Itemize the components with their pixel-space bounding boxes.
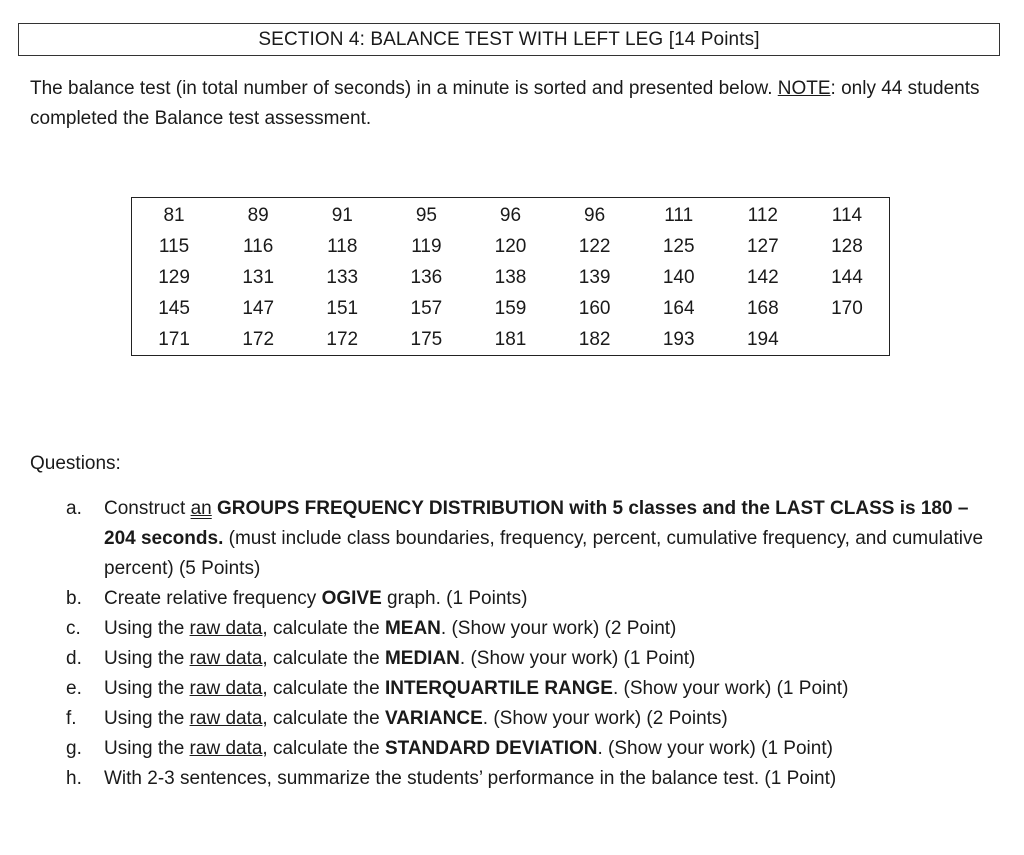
table-cell: 171 [158, 328, 190, 350]
table-cell: 116 [243, 235, 274, 257]
table-cell: 157 [410, 297, 443, 319]
question-emphasis: VARIANCE [384, 708, 483, 729]
question-text: an [190, 498, 212, 519]
table-cell: 164 [662, 297, 695, 319]
question-letter: a. [66, 498, 82, 519]
question-text: Using the [104, 738, 190, 759]
question-text: . (Show your work) (1 Point) [597, 738, 833, 759]
table-cell: 151 [326, 297, 359, 319]
table-cell: 95 [415, 204, 437, 226]
question-letter: f. [66, 708, 77, 729]
table-row [132, 231, 889, 262]
question-a [30, 494, 1000, 584]
table-cell: 114 [831, 204, 863, 226]
question-emphasis: MEDIAN [384, 648, 460, 669]
table-cell [805, 324, 889, 355]
table-cell: 119 [411, 235, 442, 257]
table-cell: 111 [664, 204, 694, 226]
raw-data-term: raw data [189, 738, 263, 759]
table-cell: 181 [494, 328, 527, 350]
raw-data-term: raw data [189, 708, 263, 729]
question-text: Using the [104, 678, 190, 699]
raw-data-term: raw data [189, 618, 263, 639]
question-text: Using the [104, 708, 190, 729]
questions-list [30, 494, 1000, 794]
question-text: . (Show your work) (1 Point) [612, 678, 849, 699]
table-cell: 159 [494, 297, 527, 319]
table-row [132, 293, 889, 324]
table-cell: 120 [494, 235, 527, 257]
table-cell: 172 [242, 328, 275, 350]
table-cell: 122 [578, 235, 611, 257]
question-h [30, 764, 1000, 794]
table-cell: 160 [578, 297, 611, 319]
table-row [132, 200, 889, 231]
question-letter: h. [66, 768, 82, 789]
question-text: , calculate the [262, 738, 385, 759]
question-text: Create relative frequency [104, 588, 322, 609]
table-cell: 147 [242, 297, 275, 319]
raw-data-term: raw data [189, 648, 263, 669]
table-cell: 125 [662, 235, 695, 257]
table-cell: 138 [494, 266, 527, 288]
table-cell: 140 [662, 266, 695, 288]
table-cell: 194 [746, 328, 779, 350]
table-cell: 89 [247, 204, 269, 226]
questions-heading: Questions: [30, 453, 121, 474]
table-cell: 168 [746, 297, 779, 319]
question-letter: d. [66, 648, 82, 669]
table-cell: 112 [747, 204, 778, 226]
table-cell: 175 [410, 328, 443, 350]
table-cell: 91 [331, 204, 353, 226]
question-emphasis: OGIVE [321, 588, 382, 609]
question-letter: b. [66, 588, 82, 609]
question-letter: c. [66, 618, 81, 639]
table-cell: 136 [410, 266, 443, 288]
note-label: NOTE [777, 78, 831, 99]
question-text: With 2-3 sentences, summarize the students’ performance in the balance test. (1 Point) [104, 768, 837, 789]
question-text: graph. (1 Points) [381, 588, 528, 609]
question-text: , calculate the [262, 678, 385, 699]
table-cell: 81 [163, 204, 185, 226]
question-letter: g. [66, 738, 82, 759]
question-emphasis: STANDARD DEVIATION [384, 738, 598, 759]
table-cell: 128 [831, 235, 863, 257]
table-cell: 182 [578, 328, 611, 350]
question-text: . (Show your work) (1 Point) [459, 648, 696, 669]
table-cell: 129 [158, 266, 190, 288]
intro-text-start: The balance test (in total number of seconds) in a minute is sorted and presented below. [30, 78, 778, 99]
table-cell: 170 [831, 297, 863, 319]
question-f [30, 704, 1000, 734]
table-row [132, 262, 889, 293]
table-cell: 115 [158, 235, 190, 257]
table-cell: 145 [158, 297, 190, 319]
table-cell: 96 [584, 204, 606, 226]
question-text: Using the [104, 648, 190, 669]
intro-paragraph [30, 74, 1000, 134]
table-cell: 127 [746, 235, 779, 257]
question-emphasis: MEAN [384, 618, 441, 639]
question-text: Using the [104, 618, 190, 639]
table-cell: 133 [326, 266, 359, 288]
intro-text-end: : only 44 students completed the Balance test assessment. [30, 78, 980, 129]
question-e [30, 674, 1000, 704]
table-cell: 144 [831, 266, 863, 288]
table-cell: 142 [746, 266, 779, 288]
section-title: SECTION 4: BALANCE TEST WITH LEFT LEG [14 Points] [258, 28, 760, 50]
data-grid [132, 200, 889, 355]
question-text: . (Show your work) (2 Point) [440, 618, 677, 639]
question-b [30, 584, 1000, 614]
raw-data-term: raw data [189, 678, 263, 699]
question-letter: e. [66, 678, 82, 699]
balance-data-table [131, 197, 890, 356]
table-cell: 118 [327, 235, 358, 257]
table-cell: 193 [662, 328, 695, 350]
question-text: (must include class boundaries, frequency, percent, cumulative frequency, and cumulative percent) (5 Points) [104, 528, 984, 579]
table-row [132, 324, 889, 355]
table-cell: 139 [578, 266, 611, 288]
question-text: Construct [104, 498, 191, 519]
question-emphasis: GROUPS FREQUENCY DISTRIBUTION with 5 classes and the LAST CLASS is 180 – 204 seconds. [104, 498, 969, 549]
table-cell: 96 [499, 204, 522, 226]
section-title-box [18, 23, 1000, 56]
question-c [30, 614, 1000, 644]
question-text: , calculate the [262, 708, 385, 729]
question-d [30, 644, 1000, 674]
table-cell: 131 [242, 266, 275, 288]
question-text: . (Show your work) (2 Points) [482, 708, 728, 729]
table-cell: 172 [326, 328, 359, 350]
question-text: , calculate the [262, 648, 385, 669]
question-g [30, 734, 1000, 764]
question-text: , calculate the [262, 618, 385, 639]
question-emphasis: INTERQUARTILE RANGE [384, 678, 613, 699]
